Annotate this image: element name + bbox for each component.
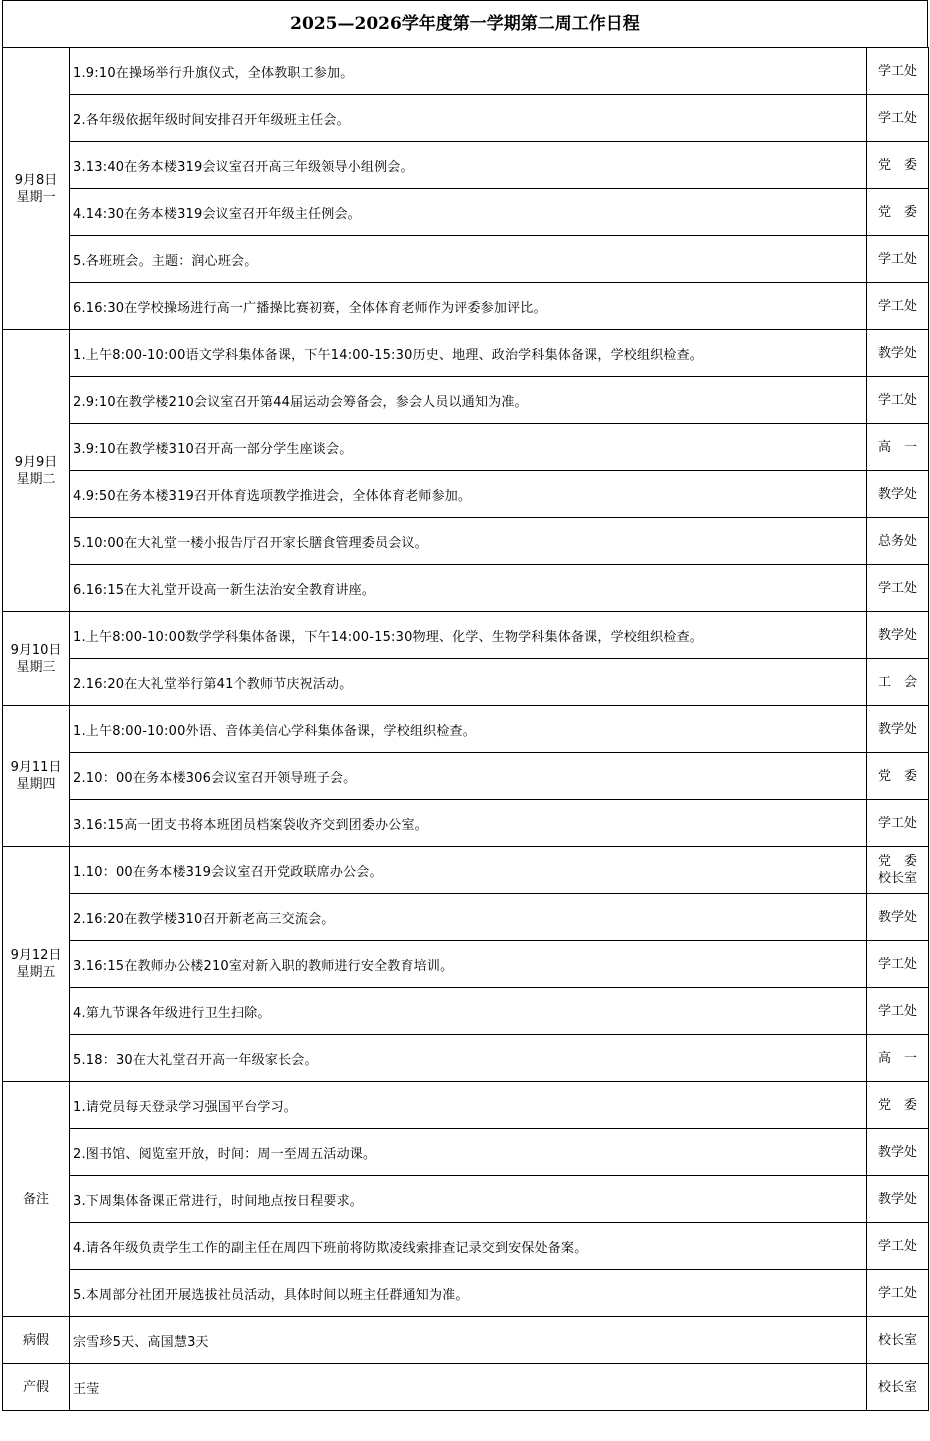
schedule-item: 5.10:00在大礼堂一楼小报告厅召开家长膳食管理委员会议。 <box>70 518 867 565</box>
day-date: 9月11日 <box>10 760 62 775</box>
responsible-dept <box>867 471 929 518</box>
day-cell <box>3 847 70 1082</box>
schedule-item: 宗雪珍5天、高国慧3天 <box>70 1317 867 1364</box>
dept-label: 学工处 <box>877 1285 917 1301</box>
table-row <box>3 753 929 800</box>
schedule-item: 5.本周部分社团开展选拔社员活动，具体时间以班主任群通知为准。 <box>70 1270 867 1317</box>
dept-label: 教学处 <box>877 1191 917 1207</box>
responsible-dept <box>867 612 929 659</box>
responsible-dept <box>867 142 929 189</box>
responsible-dept <box>867 941 929 988</box>
responsible-dept <box>867 95 929 142</box>
table-row <box>3 283 929 330</box>
schedule-item: 2.9:10在教学楼210会议室召开第44届运动会筹备会，参会人员以通知为准。 <box>70 377 867 424</box>
day-cell <box>3 48 70 330</box>
table-row <box>3 189 929 236</box>
table-row <box>3 1176 929 1223</box>
schedule-item: 3.16:15高一团支书将本班团员档案袋收齐交到团委办公室。 <box>70 800 867 847</box>
table-row <box>3 95 929 142</box>
dept-label: 教学处 <box>877 486 917 502</box>
dept-label: 党 委 <box>877 854 917 869</box>
dept-label: 学工处 <box>877 298 917 314</box>
table-row <box>3 1223 929 1270</box>
day-date: 9月12日 <box>10 948 62 963</box>
schedule-item: 4.14:30在务本楼319会议室召开年级主任例会。 <box>70 189 867 236</box>
responsible-dept <box>867 1082 929 1129</box>
schedule-item: 王莹 <box>70 1364 867 1411</box>
day-cell <box>3 330 70 612</box>
responsible-dept <box>867 1176 929 1223</box>
responsible-dept <box>867 424 929 471</box>
day-cell <box>3 1317 70 1364</box>
responsible-dept <box>867 1035 929 1082</box>
responsible-dept <box>867 1129 929 1176</box>
dept-label: 教学处 <box>877 1144 917 1160</box>
table-row <box>3 236 929 283</box>
dept-label: 教学处 <box>877 909 917 925</box>
dept-label: 工 会 <box>877 674 917 690</box>
day-weekday: 星期四 <box>16 777 56 792</box>
table-row <box>3 330 929 377</box>
responsible-dept <box>867 659 929 706</box>
responsible-dept <box>867 800 929 847</box>
dept-label: 学工处 <box>877 956 917 972</box>
responsible-dept <box>867 283 929 330</box>
table-row <box>3 142 929 189</box>
table-row <box>3 894 929 941</box>
dept-label: 校长室 <box>877 1379 917 1395</box>
dept-label: 党 委 <box>877 157 917 173</box>
table-row <box>3 800 929 847</box>
schedule-item: 3.16:15在教师办公楼210室对新入职的教师进行安全教育培训。 <box>70 941 867 988</box>
day-cell <box>3 706 70 847</box>
day-date: 备注 <box>22 1191 49 1207</box>
dept-label: 学工处 <box>877 580 917 596</box>
schedule-body <box>3 48 929 1411</box>
day-cell <box>3 612 70 706</box>
day-weekday: 星期五 <box>16 965 56 980</box>
day-date: 9月9日 <box>14 454 58 470</box>
responsible-dept <box>867 706 929 753</box>
schedule-table <box>2 47 929 1411</box>
day-date: 9月8日 <box>14 172 58 188</box>
table-row <box>3 518 929 565</box>
dept-label: 学工处 <box>877 251 917 267</box>
responsible-dept <box>867 753 929 800</box>
dept-label: 高 一 <box>877 439 917 455</box>
table-row <box>3 377 929 424</box>
dept-label: 党 委 <box>877 768 917 784</box>
responsible-dept <box>867 847 929 894</box>
schedule-item: 4.9:50在务本楼319召开体育选项教学推进会，全体体育老师参加。 <box>70 471 867 518</box>
dept-label: 学工处 <box>877 1238 917 1254</box>
table-row <box>3 1035 929 1082</box>
responsible-dept <box>867 236 929 283</box>
table-row <box>3 847 929 894</box>
schedule-item: 2.16:20在教学楼310召开新老高三交流会。 <box>70 894 867 941</box>
schedule-item: 1.上午8:00-10:00数学学科集体备课，下午14:00-15:30物理、化学、生物学科集体备课，学校组织检查。 <box>70 612 867 659</box>
dept-label: 校长室 <box>877 871 917 886</box>
table-row <box>3 1270 929 1317</box>
responsible-dept <box>867 48 929 95</box>
dept-label: 校长室 <box>877 1332 917 1348</box>
responsible-dept <box>867 377 929 424</box>
responsible-dept <box>867 518 929 565</box>
schedule-item: 2.10：00在务本楼306会议室召开领导班子会。 <box>70 753 867 800</box>
page-title: 2025—2026学年度第一学期第二周工作日程 <box>2 0 928 47</box>
dept-label: 学工处 <box>877 392 917 408</box>
table-row <box>3 1082 929 1129</box>
dept-label: 教学处 <box>877 345 917 361</box>
day-cell <box>3 1364 70 1411</box>
table-row <box>3 941 929 988</box>
table-row <box>3 706 929 753</box>
schedule-item: 1.10：00在务本楼319会议室召开党政联席办公会。 <box>70 847 867 894</box>
schedule-item: 2.各年级依据年级时间安排召开年级班主任会。 <box>70 95 867 142</box>
schedule-item: 5.各班班会。主题：润心班会。 <box>70 236 867 283</box>
schedule-item: 2.16:20在大礼堂举行第41个教师节庆祝活动。 <box>70 659 867 706</box>
day-date: 产假 <box>22 1379 49 1395</box>
day-cell <box>3 1082 70 1317</box>
table-row <box>3 1129 929 1176</box>
table-row <box>3 988 929 1035</box>
schedule-item: 3.下周集体备课正常进行，时间地点按日程要求。 <box>70 1176 867 1223</box>
table-row <box>3 471 929 518</box>
dept-label: 学工处 <box>877 63 917 79</box>
responsible-dept <box>867 1317 929 1364</box>
schedule-item: 3.9:10在教学楼310召开高一部分学生座谈会。 <box>70 424 867 471</box>
table-row <box>3 565 929 612</box>
schedule-item: 3.13:40在务本楼319会议室召开高三年级领导小组例会。 <box>70 142 867 189</box>
schedule-item: 6.16:30在学校操场进行高一广播操比赛初赛，全体体育老师作为评委参加评比。 <box>70 283 867 330</box>
schedule-item: 6.16:15在大礼堂开设高一新生法治安全教育讲座。 <box>70 565 867 612</box>
table-row <box>3 659 929 706</box>
dept-label: 教学处 <box>877 721 917 737</box>
responsible-dept <box>867 330 929 377</box>
responsible-dept <box>867 565 929 612</box>
schedule-item: 1.请党员每天登录学习强国平台学习。 <box>70 1082 867 1129</box>
schedule-item: 1.上午8:00-10:00外语、音体美信心学科集体备课，学校组织检查。 <box>70 706 867 753</box>
schedule-item: 1.上午8:00-10:00语文学科集体备课，下午14:00-15:30历史、地理、政治学科集体备课，学校组织检查。 <box>70 330 867 377</box>
dept-label: 高 一 <box>877 1050 917 1066</box>
day-weekday: 星期二 <box>16 471 56 487</box>
responsible-dept <box>867 1364 929 1411</box>
day-weekday: 星期三 <box>16 659 56 675</box>
dept-label: 学工处 <box>877 1003 917 1019</box>
schedule-item: 4.请各年级负责学生工作的副主任在周四下班前将防欺凌线索排查记录交到安保处备案。 <box>70 1223 867 1270</box>
dept-label: 学工处 <box>877 815 917 831</box>
table-row <box>3 48 929 95</box>
responsible-dept <box>867 894 929 941</box>
dept-label: 教学处 <box>877 627 917 643</box>
schedule-item: 2.图书馆、阅览室开放，时间：周一至周五活动课。 <box>70 1129 867 1176</box>
dept-label: 党 委 <box>877 1097 917 1113</box>
table-row <box>3 1317 929 1364</box>
day-date: 9月10日 <box>10 642 62 658</box>
schedule-item: 1.9:10在操场举行升旗仪式，全体教职工参加。 <box>70 48 867 95</box>
dept-label: 学工处 <box>877 110 917 126</box>
table-row <box>3 1364 929 1411</box>
dept-label: 党 委 <box>877 204 917 220</box>
responsible-dept <box>867 988 929 1035</box>
schedule-item: 4.第九节课各年级进行卫生扫除。 <box>70 988 867 1035</box>
table-row <box>3 612 929 659</box>
table-row <box>3 424 929 471</box>
day-weekday: 星期一 <box>16 189 56 205</box>
dept-label: 总务处 <box>877 533 917 549</box>
responsible-dept <box>867 189 929 236</box>
schedule-item: 5.18：30在大礼堂召开高一年级家长会。 <box>70 1035 867 1082</box>
responsible-dept <box>867 1223 929 1270</box>
day-date: 病假 <box>22 1332 49 1348</box>
responsible-dept <box>867 1270 929 1317</box>
